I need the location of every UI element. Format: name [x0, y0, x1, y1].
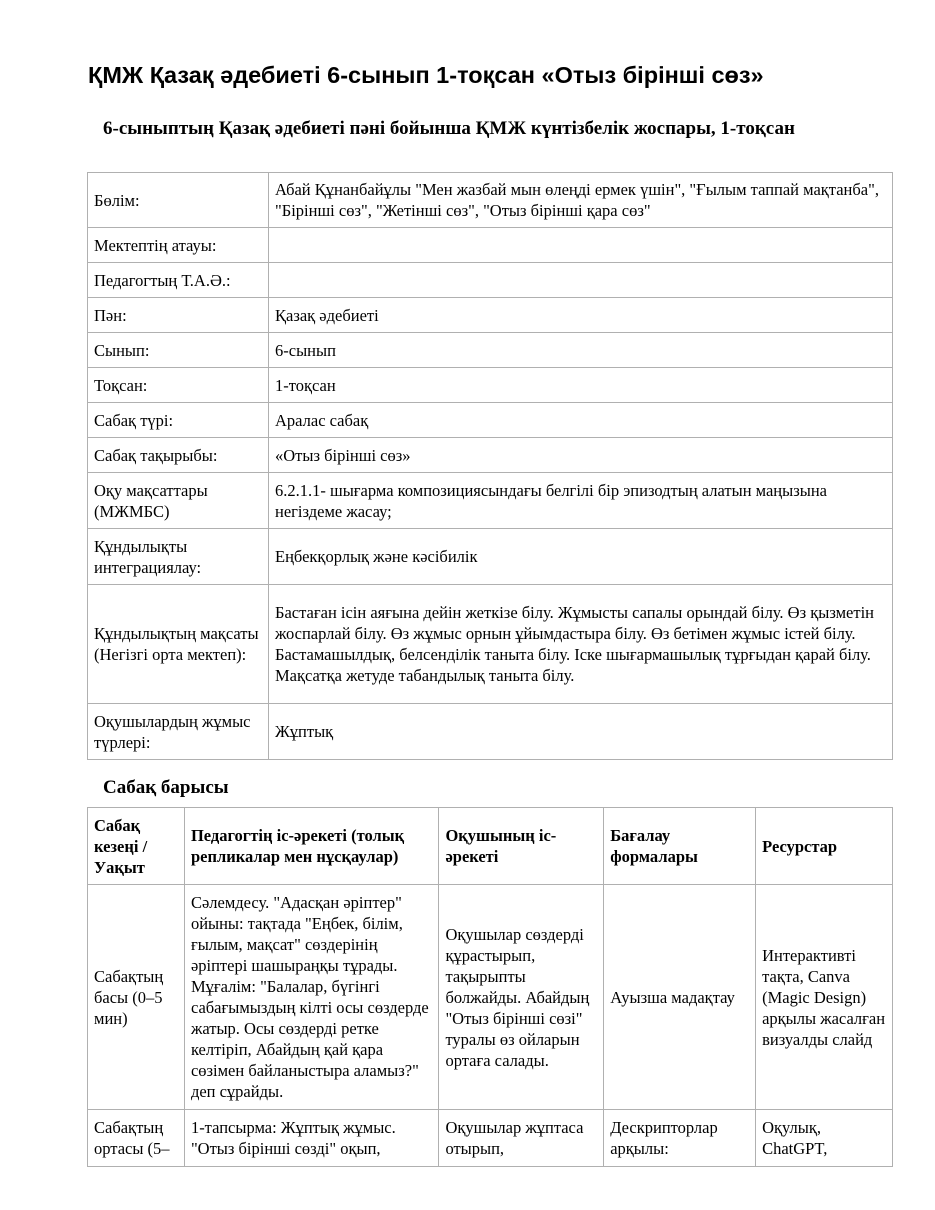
row-value: Еңбекқорлық және кәсібилік	[269, 529, 893, 585]
row-key: Құндылықты интеграциялау:	[88, 529, 269, 585]
plan-info-table	[87, 172, 893, 760]
row-key: Бөлім:	[88, 173, 269, 228]
row-value: «Отыз бірінші сөз»	[269, 438, 893, 473]
column-header: Оқушының іс-әрекеті	[439, 808, 604, 885]
table-cell: Сабақтың басы (0–5 мин)	[88, 885, 185, 1110]
table-header-row	[88, 808, 893, 885]
row-value: 6.2.1.1- шығарма композициясындағы белгілі бір эпизодтың алатын маңызына негіздеме жасау;	[269, 473, 893, 529]
column-header: Сабақ кезеңі / Уақыт	[88, 808, 185, 885]
table-row	[88, 403, 893, 438]
row-value: Жұптық	[269, 704, 893, 760]
table-cell: 1-тапсырма: Жұптық жұмыс. "Отыз бірінші сөзді" оқып,	[184, 1110, 439, 1167]
table-cell: Оқушылар сөздерді құрастырып, тақырыпты болжайды. Абайдың "Отыз бірінші сөзі" туралы өз ойларын ортаға салады.	[439, 885, 604, 1110]
table-row	[88, 368, 893, 403]
row-value: Аралас сабақ	[269, 403, 893, 438]
row-key: Сынып:	[88, 333, 269, 368]
row-key: Оқу мақсаттары (МЖМБС)	[88, 473, 269, 529]
row-value: Абай Құнанбайұлы "Мен жазбай мын өлеңді ермек үшін", "Ғылым таппай мақтанба", "Бірінші сөз", "Жетінші сөз", "Отыз бірінші қара сөз"	[269, 173, 893, 228]
table-cell: Сабақтың ортасы (5–	[88, 1110, 185, 1167]
table-cell: Интерактивті тақта, Canva (Magic Design) арқылы жасалған визуалды слайд	[756, 885, 893, 1110]
table-row	[88, 263, 893, 298]
table-row	[88, 473, 893, 529]
row-value	[269, 263, 893, 298]
table-row	[88, 529, 893, 585]
row-value: 1-тоқсан	[269, 368, 893, 403]
column-header: Ресурстар	[756, 808, 893, 885]
table-row	[88, 173, 893, 228]
table-row	[88, 1110, 893, 1167]
row-key: Сабақ тақырыбы:	[88, 438, 269, 473]
column-header: Бағалау формалары	[604, 808, 756, 885]
row-key: Мектептің атауы:	[88, 228, 269, 263]
lesson-table	[87, 807, 893, 1167]
row-key: Педагогтың Т.А.Ә.:	[88, 263, 269, 298]
row-key: Тоқсан:	[88, 368, 269, 403]
table-row	[88, 704, 893, 760]
table-row	[88, 333, 893, 368]
row-key: Құндылықтың мақсаты (Негізгі орта мектеп):	[88, 585, 269, 704]
row-key: Пән:	[88, 298, 269, 333]
row-value: Қазақ әдебиеті	[269, 298, 893, 333]
row-key: Сабақ түрі:	[88, 403, 269, 438]
row-value: 6-сынып	[269, 333, 893, 368]
table-row	[88, 438, 893, 473]
plan-heading: 6-сыныптың Қазақ әдебиеті пәні бойынша ҚМЖ күнтізбелік жоспары, 1-тоқсан	[103, 118, 795, 139]
table-cell: Оқушылар жұптаса отырып,	[439, 1110, 604, 1167]
table-row	[88, 585, 893, 704]
lesson-heading: Сабақ барысы	[103, 777, 229, 798]
row-key: Оқушылардың жұмыс түрлері:	[88, 704, 269, 760]
table-row	[88, 228, 893, 263]
document-title: ҚМЖ Қазақ әдебиеті 6-сынып 1-тоқсан «Отыз бірінші сөз»	[88, 62, 764, 88]
table-cell: Дескрипторлар арқылы:	[604, 1110, 756, 1167]
table-cell: Ауызша мадақтау	[604, 885, 756, 1110]
table-row	[88, 298, 893, 333]
table-cell: Сәлемдесу. "Адасқан әріптер" ойыны: тақтада "Еңбек, білім, ғылым, мақсат" сөздерінің әріптері шашыраңқы тұрады. Мұғалім: "Балалар, бүгінгі сабағымыздың кілті осы сөздерде жатыр. Осы сөздерді ретке келтіріп, Абайдың қай қара сөзімен байланыстыра аламыз?" деп сұрайды.	[184, 885, 439, 1110]
column-header: Педагогтің іс-әрекеті (толық репликалар мен нұсқаулар)	[184, 808, 439, 885]
table-cell: Оқулық, ChatGPT,	[756, 1110, 893, 1167]
table-row	[88, 885, 893, 1110]
row-value: Бастаған ісін аяғына дейін жеткізе білу. Жұмысты сапалы орындай білу. Өз қызметін жоспарлай білу. Өз жұмыс орнын ұйымдастыра білу. Өз бетімен жұмыс істей білу. Бастамашылдық, белсенділік таныта білу. Іске шығармашылық тұрғыдан қарай білу. Мақсатқа жетуде табандылық таныта білу.	[269, 585, 893, 704]
row-value	[269, 228, 893, 263]
